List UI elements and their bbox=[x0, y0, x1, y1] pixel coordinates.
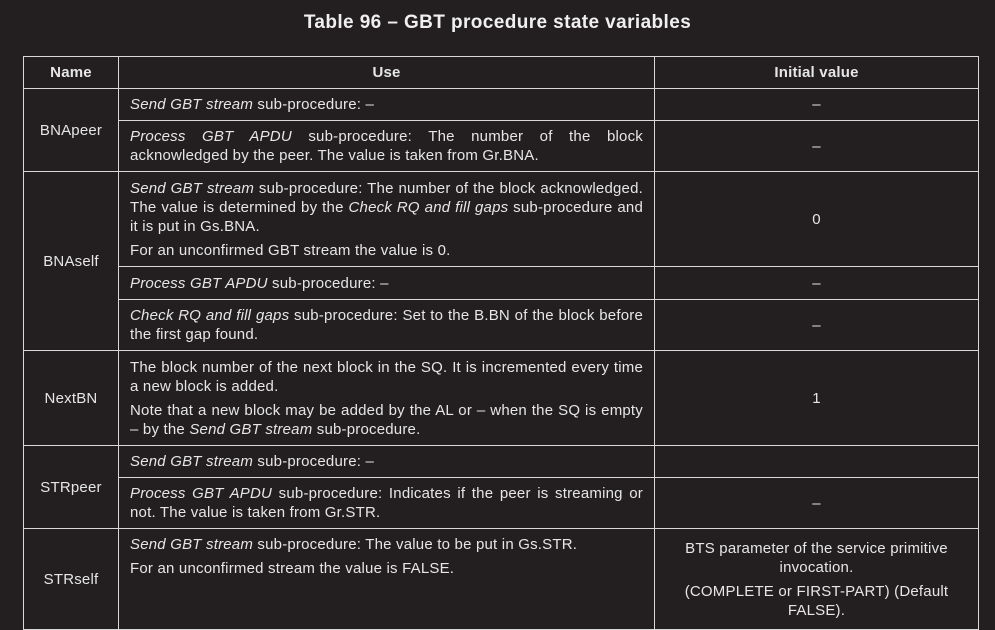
use-cell bbox=[119, 300, 655, 351]
initial-value-cell: – bbox=[655, 121, 979, 172]
subprocedure-name: Process GBT APDU bbox=[130, 485, 273, 502]
subprocedure-name: Process GBT APDU bbox=[130, 128, 292, 145]
header-initial-value: Initial value bbox=[655, 57, 979, 89]
table-row bbox=[24, 89, 979, 121]
subprocedure-name: Send GBT stream bbox=[130, 536, 254, 553]
subprocedure-name: Send GBT stream bbox=[189, 420, 313, 438]
table-row bbox=[24, 478, 979, 529]
use-text: sub-procedure. bbox=[312, 420, 421, 438]
use-text: sub-procedure: Indicates if the peer is streaming or not. The value is taken from Gr.STR. bbox=[130, 485, 643, 521]
use-note: For an unconfirmed GBT stream the value is 0. bbox=[130, 241, 451, 259]
header-name: Name bbox=[24, 57, 119, 89]
use-text: sub-procedure: – bbox=[253, 96, 375, 113]
initial-value-cell: – bbox=[655, 478, 979, 529]
use-text: sub-procedure: The value to be put in Gs.STR. bbox=[253, 536, 578, 553]
initial-value-cell: – bbox=[655, 267, 979, 300]
use-cell bbox=[119, 351, 655, 446]
use-cell bbox=[119, 121, 655, 172]
use-text: sub-procedure: The number of the block acknowledged by the peer. The value is taken from Gr.BNA. bbox=[130, 128, 643, 164]
table-row bbox=[24, 172, 979, 267]
use-note: For an unconfirmed stream the value is FALSE. bbox=[130, 560, 455, 577]
table-row bbox=[24, 300, 979, 351]
initial-value-text: (COMPLETE or FIRST-PART) (Default FALSE). bbox=[684, 582, 949, 619]
table-row bbox=[24, 446, 979, 478]
table-row bbox=[24, 529, 979, 630]
initial-value-cell: – bbox=[655, 300, 979, 351]
table-row bbox=[24, 121, 979, 172]
variable-name-bnaself: BNAself bbox=[24, 172, 119, 351]
subprocedure-name: Send GBT stream bbox=[130, 179, 255, 197]
variable-name-bnapeer: BNApeer bbox=[24, 89, 119, 172]
use-text: Note that a new block may be added by the AL or – when the SQ is empty – by the bbox=[130, 401, 643, 438]
header-row bbox=[24, 57, 979, 89]
use-text: The block number of the next block in the SQ. It is incremented every time a new block is added. bbox=[130, 358, 643, 395]
use-text: sub-procedure: – bbox=[253, 453, 375, 470]
initial-value-text: BTS parameter of the service primitive invocation. bbox=[685, 539, 948, 576]
table-row bbox=[24, 267, 979, 300]
initial-value-cell: – bbox=[655, 89, 979, 121]
use-cell bbox=[119, 478, 655, 529]
use-cell bbox=[119, 529, 655, 630]
initial-value-cell bbox=[655, 529, 979, 630]
table-caption: Table 96 – GBT procedure state variables bbox=[303, 12, 692, 33]
use-cell bbox=[119, 172, 655, 267]
subprocedure-name: Check RQ and fill gaps bbox=[348, 198, 509, 216]
use-cell bbox=[119, 89, 655, 121]
subprocedure-name: Send GBT stream bbox=[130, 453, 254, 470]
variable-name-nextbn: NextBN bbox=[24, 351, 119, 446]
use-cell bbox=[119, 446, 655, 478]
use-cell bbox=[119, 267, 655, 300]
subprocedure-name: Process GBT APDU bbox=[130, 274, 268, 292]
initial-value-cell: 0 bbox=[655, 172, 979, 267]
table-row bbox=[24, 351, 979, 446]
initial-value-cell bbox=[655, 446, 979, 478]
state-variables-table bbox=[23, 56, 979, 630]
use-text: sub-procedure: – bbox=[267, 274, 389, 292]
subprocedure-name: Send GBT stream bbox=[130, 96, 254, 113]
use-text: sub-procedure: Set to the B.BN of the block before the first gap found. bbox=[130, 307, 643, 343]
variable-name-strpeer: STRpeer bbox=[24, 446, 119, 529]
subprocedure-name: Check RQ and fill gaps bbox=[130, 307, 290, 324]
variable-name-strself: STRself bbox=[24, 529, 119, 630]
initial-value-cell: 1 bbox=[655, 351, 979, 446]
header-use: Use bbox=[119, 57, 655, 89]
use-text: sub-procedure: The number of the block acknowledged. The value is determined by the bbox=[130, 179, 643, 216]
use-text: sub-procedure and it is put in Gs.BNA. bbox=[130, 198, 644, 235]
